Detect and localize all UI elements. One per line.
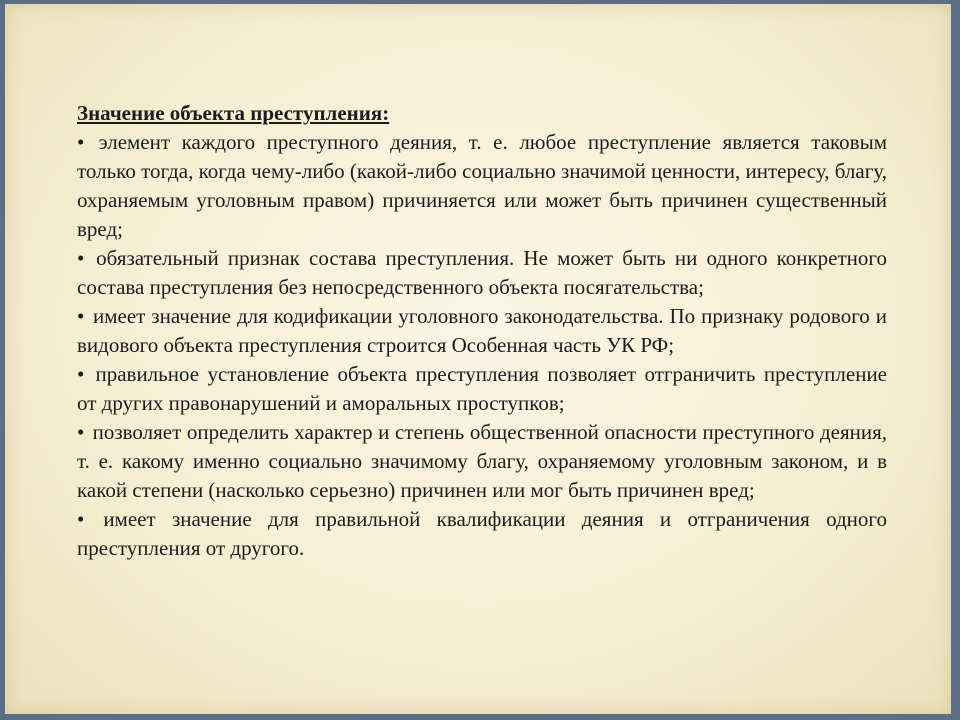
slide — [5, 4, 951, 714]
list-item — [77, 244, 887, 302]
bullet-icon: • — [77, 304, 85, 328]
list-item — [77, 128, 887, 244]
list-item — [77, 360, 887, 418]
list-item — [77, 418, 887, 505]
list-item-text: имеет значение для правильной квалификации деяния и отграничения одного преступления от другого. — [77, 507, 887, 560]
bullet-icon: • — [77, 130, 85, 154]
list-item-text: элемент каждого преступного деяния, т. е. любое преступление является таковым только тогда, когда чему-либо (какой-либо социально значимой ценности, интересу, благу, охраняемым уголовным правом) причиняется или может быть причинен существенный вред; — [77, 130, 888, 241]
bullet-icon: • — [77, 420, 85, 444]
slide-content — [77, 99, 887, 563]
list-item-text: позволяет определить характер и степень общественной опасности преступного деяния, т. е. какому именно социально значимому благу, охраняемому уголовным законом, и в какой степени (насколько серьезно) причинен или мог быть причинен вред; — [77, 420, 888, 502]
list-item-text: имеет значение для кодификации уголовного законодательства. По признаку родового и видового объекта преступления строится Особенная часть УК РФ; — [77, 304, 887, 357]
list-item-text: обязательный признак состава преступления. Не может быть ни одного конкретного состава преступления без непосредственного объекта посягательства; — [77, 246, 887, 299]
list-item — [77, 302, 887, 360]
bullet-icon: • — [77, 246, 85, 270]
bullet-icon: • — [77, 362, 85, 386]
slide-heading: Значение объекта преступления: — [77, 101, 390, 125]
bullet-icon: • — [77, 507, 85, 531]
list-item-text: правильное установление объекта преступления позволяет отграничить преступление от других правонарушений и аморальных проступков; — [77, 362, 888, 415]
list-item — [77, 505, 887, 563]
